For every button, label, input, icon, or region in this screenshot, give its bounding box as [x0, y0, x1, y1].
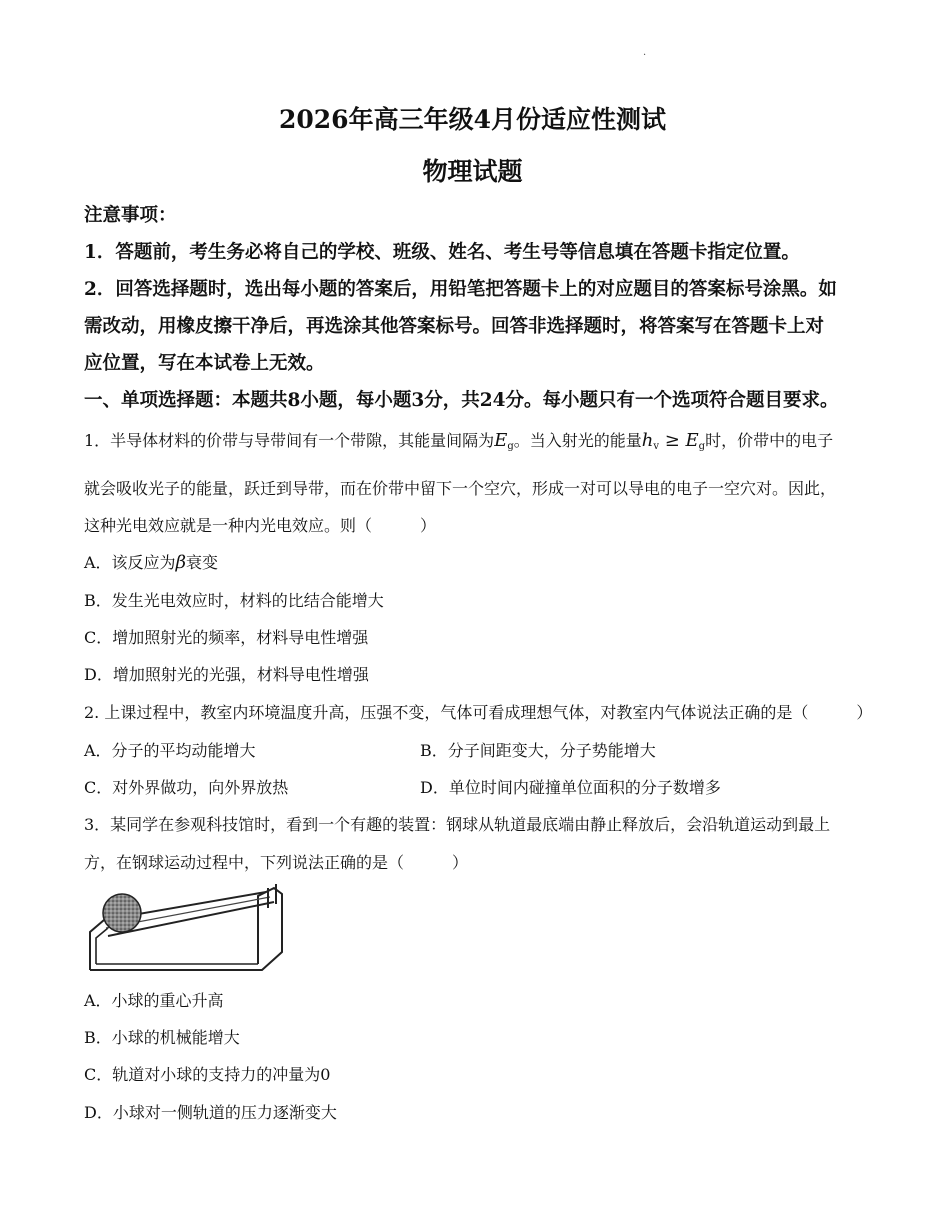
notice-heading: 注意事项： — [84, 205, 177, 226]
q1-math-energy-gap: $E_g$ — [494, 430, 514, 452]
q1-beta-symbol: β — [175, 552, 186, 573]
q3-option-a: A．小球的重心升高 — [84, 991, 224, 1010]
q3-frame-left — [90, 920, 104, 970]
q2-option-d: D．单位时间内碰撞单位面积的分子数增多 — [420, 778, 721, 797]
q2-option-a: A．分子的平均动能增大 — [84, 741, 256, 760]
scan-dot: · — [643, 50, 647, 61]
q2-option-c: C．对外界做功，向外界放热 — [84, 778, 289, 797]
q3-option-b: B．小球的机械能增大 — [84, 1028, 240, 1047]
exam-title: 2026年高三年级4月份适应性测试 — [279, 105, 666, 134]
q3-track-diagram — [84, 880, 294, 980]
q1-option-b: B．发生光电效应时，材料的比结合能增大 — [84, 591, 384, 610]
q3-option-d: D．小球对一侧轨道的压力逐渐变大 — [84, 1103, 337, 1122]
q1-option-a: A．该反应为β衰变 — [84, 552, 218, 573]
section-1-heading: 一、单项选择题：本题共8小题，每小题3分，共24分。每小题只有一个选项符合题目要求。 — [84, 390, 839, 411]
q1-math-photon-condition: $h_v \ge E_g$ — [641, 430, 706, 452]
q2-stem: 2. 上课过程中，教室内环境温度升高，压强不变，气体可看成理想气体，对教室内气体说法正确的是（ ） — [84, 703, 873, 722]
notice-item-2-line-1: 2．回答选择题时，选出每小题的答案后，用铅笔把答题卡上的对应题目的答案标号涂黑。如 — [84, 279, 837, 300]
q1-stem-line-2: 就会吸收光子的能量，跃迁到导带，而在价带中留下一个空穴，形成一对可以导电的电子一空穴对。因此， — [84, 479, 837, 498]
exam-subtitle: 物理试题 — [422, 157, 523, 186]
q3-stem-line-2: 方，在钢球运动过程中，下列说法正确的是（ ） — [84, 853, 469, 872]
q1-option-d: D．增加照射光的光强，材料导电性增强 — [84, 665, 369, 684]
q1-stem-text-a: 1．半导体材料的价带与导带间有一个带隙，其能量间隔为 — [84, 431, 495, 450]
q3-steel-ball — [103, 894, 141, 932]
q1-stem-text-c: 时，价带中的电子 — [705, 431, 834, 450]
q1-stem-line-3: 这种光电效应就是一种内光电效应。则（ ） — [84, 516, 437, 535]
q1-stem-line-1 — [84, 428, 833, 452]
notice-item-2-line-3: 应位置，写在本试卷上无效。 — [84, 353, 325, 374]
q2-option-b: B．分子间距变大，分子势能增大 — [420, 741, 656, 760]
notice-item-2-line-2: 需改动，用橡皮擦干净后，再选涂其他答案标号。回答非选择题时，将答案写在答题卡上对 — [84, 316, 825, 337]
q1-stem-text-b: 。当入射光的能量 — [513, 431, 642, 450]
q3-stem-line-1: 3．某同学在参观科技馆时，看到一个有趣的装置：钢球从轨道最底端由静止释放后，会沿轨道运动到最上 — [84, 815, 831, 834]
notice-item-1: 1．答题前，考生务必将自己的学校、班级、姓名、考生号等信息填在答题卡指定位置。 — [84, 242, 800, 263]
q1-option-c: C．增加照射光的频率，材料导电性增强 — [84, 628, 369, 647]
q3-option-c: C．轨道对小球的支持力的冲量为0 — [84, 1065, 331, 1084]
